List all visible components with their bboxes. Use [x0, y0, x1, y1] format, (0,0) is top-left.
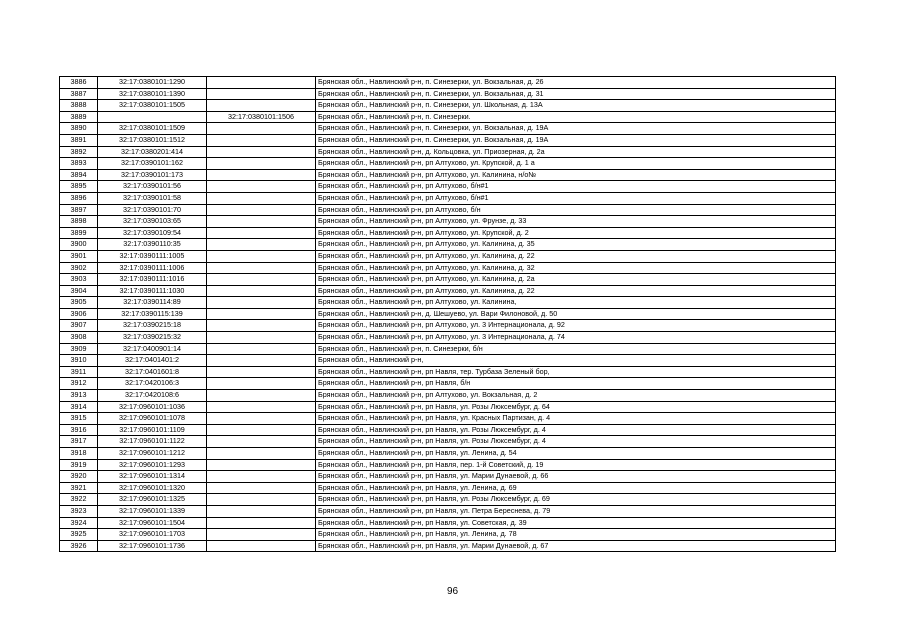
table-row: [60, 158, 836, 170]
linked-cadastral-number-cell: [207, 366, 316, 378]
row-number-cell: 3898: [60, 216, 98, 228]
cadastral-number-cell: 32:17:0400901:14: [98, 343, 207, 355]
linked-cadastral-number-cell: [207, 482, 316, 494]
address-cell: Брянская обл., Навлинский р-н, д. Шешуево, ул. Вари Филоновой, д. 50: [316, 308, 836, 320]
linked-cadastral-number-cell: [207, 540, 316, 552]
table-row: [60, 123, 836, 135]
address-cell: Брянская обл., Навлинский р-н, рп Навля, ул. Советская, д. 39: [316, 517, 836, 529]
row-number-cell: 3917: [60, 436, 98, 448]
cadastral-number-cell: 32:17:0960101:1504: [98, 517, 207, 529]
cadastral-number-cell: 32:17:0390111:1006: [98, 262, 207, 274]
linked-cadastral-number-cell: [207, 517, 316, 529]
linked-cadastral-number-cell: [207, 378, 316, 390]
table-row: [60, 77, 836, 89]
cadastral-number-cell: 32:17:0420106:3: [98, 378, 207, 390]
table-row: [60, 517, 836, 529]
table-row: [60, 448, 836, 460]
table-row: [60, 378, 836, 390]
address-cell: Брянская обл., Навлинский р-н, п. Синезерки, ул. Школьная, д. 13А: [316, 100, 836, 112]
row-number-cell: 3921: [60, 482, 98, 494]
address-cell: Брянская обл., Навлинский р-н, рп Навля, ул. Ленина, д. 78: [316, 529, 836, 541]
linked-cadastral-number-cell: [207, 343, 316, 355]
table-row: [60, 285, 836, 297]
table-row: [60, 227, 836, 239]
table-row: [60, 100, 836, 112]
row-number-cell: 3919: [60, 459, 98, 471]
linked-cadastral-number-cell: [207, 436, 316, 448]
address-cell: Брянская обл., Навлинский р-н, рп Алтухово, ул. 3 Интернационала, д. 92: [316, 320, 836, 332]
row-number-cell: 3915: [60, 413, 98, 425]
table-row: [60, 459, 836, 471]
cadastral-number-cell: 32:17:0960101:1320: [98, 482, 207, 494]
linked-cadastral-number-cell: [207, 123, 316, 135]
table-row: [60, 529, 836, 541]
linked-cadastral-number-cell: [207, 320, 316, 332]
row-number-cell: 3892: [60, 146, 98, 158]
table-row: [60, 88, 836, 100]
address-cell: Брянская обл., Навлинский р-н, п. Синезерки.: [316, 111, 836, 123]
cadastral-number-cell: 32:17:0960101:1339: [98, 505, 207, 517]
row-number-cell: 3913: [60, 390, 98, 402]
row-number-cell: 3914: [60, 401, 98, 413]
cadastral-number-cell: 32:17:0960101:1036: [98, 401, 207, 413]
table-row: [60, 308, 836, 320]
cadastral-number-cell: 32:17:0380101:1512: [98, 134, 207, 146]
address-cell: Брянская обл., Навлинский р-н, д. Кольцовка, ул. Приозерная, д. 2а: [316, 146, 836, 158]
table-row: [60, 111, 836, 123]
cadastral-number-cell: 32:17:0960101:1212: [98, 448, 207, 460]
row-number-cell: 3926: [60, 540, 98, 552]
linked-cadastral-number-cell: [207, 355, 316, 367]
cadastral-number-cell: 32:17:0390101:58: [98, 192, 207, 204]
table-row: [60, 413, 836, 425]
table-row: [60, 436, 836, 448]
cadastral-number-cell: 32:17:0390109:54: [98, 227, 207, 239]
row-number-cell: 3911: [60, 366, 98, 378]
registry-table: [59, 76, 836, 552]
address-cell: Брянская обл., Навлинский р-н, рп Алтухово, ул. Крупской, д. 1 а: [316, 158, 836, 170]
table-row: [60, 239, 836, 251]
row-number-cell: 3899: [60, 227, 98, 239]
linked-cadastral-number-cell: [207, 169, 316, 181]
cadastral-number-cell: 32:17:0401601:8: [98, 366, 207, 378]
address-cell: Брянская обл., Навлинский р-н, рп Навля, ул. Розы Люксембург, д. 4: [316, 436, 836, 448]
linked-cadastral-number-cell: [207, 413, 316, 425]
linked-cadastral-number-cell: [207, 332, 316, 344]
cadastral-number-cell: 32:17:0401401:2: [98, 355, 207, 367]
table-row: [60, 297, 836, 309]
row-number-cell: 3923: [60, 505, 98, 517]
row-number-cell: 3888: [60, 100, 98, 112]
address-cell: Брянская обл., Навлинский р-н, рп Алтухово, ул. Крупской, д. 2: [316, 227, 836, 239]
address-cell: Брянская обл., Навлинский р-н, рп Алтухово, б/н#1: [316, 181, 836, 193]
linked-cadastral-number-cell: [207, 181, 316, 193]
address-cell: Брянская обл., Навлинский р-н, рп Навля, ул. Ленина, д. 54: [316, 448, 836, 460]
cadastral-number-cell: 32:17:0960101:1122: [98, 436, 207, 448]
linked-cadastral-number-cell: [207, 250, 316, 262]
address-cell: Брянская обл., Навлинский р-н, рп Алтухово, ул. Вокзальная, д. 2: [316, 390, 836, 402]
registry-table-body: [60, 77, 836, 552]
row-number-cell: 3906: [60, 308, 98, 320]
address-cell: Брянская обл., Навлинский р-н, рп Алтухово, ул. Калинина, д. 22: [316, 250, 836, 262]
address-cell: Брянская обл., Навлинский р-н, рп Навля, ул. Петра Береснева, д. 79: [316, 505, 836, 517]
address-cell: Брянская обл., Навлинский р-н, рп Навля, ул. Розы Люксембург, д. 64: [316, 401, 836, 413]
cadastral-number-cell: 32:17:0380101:1290: [98, 77, 207, 89]
address-cell: Брянская обл., Навлинский р-н, рп Навля, ул. Марии Дунаевой, д. 67: [316, 540, 836, 552]
row-number-cell: 3893: [60, 158, 98, 170]
row-number-cell: 3890: [60, 123, 98, 135]
table-row: [60, 262, 836, 274]
address-cell: Брянская обл., Навлинский р-н, рп Навля, ул. Ленина, д. 69: [316, 482, 836, 494]
address-cell: Брянская обл., Навлинский р-н, рп Навля, б/н: [316, 378, 836, 390]
table-row: [60, 471, 836, 483]
address-cell: Брянская обл., Навлинский р-н, рп Алтухово, ул. Калинина,: [316, 297, 836, 309]
address-cell: Брянская обл., Навлинский р-н, рп Алтухово, ул. Калинина, д. 22: [316, 285, 836, 297]
table-row: [60, 192, 836, 204]
linked-cadastral-number-cell: [207, 158, 316, 170]
row-number-cell: 3918: [60, 448, 98, 460]
cadastral-number-cell: 32:17:0960101:1109: [98, 424, 207, 436]
linked-cadastral-number-cell: [207, 192, 316, 204]
cadastral-number-cell: 32:17:0390110:35: [98, 239, 207, 251]
row-number-cell: 3889: [60, 111, 98, 123]
linked-cadastral-number-cell: [207, 401, 316, 413]
linked-cadastral-number-cell: [207, 262, 316, 274]
row-number-cell: 3916: [60, 424, 98, 436]
cadastral-number-cell: 32:17:0390101:173: [98, 169, 207, 181]
row-number-cell: 3909: [60, 343, 98, 355]
address-cell: Брянская обл., Навлинский р-н, п. Синезерки, б/н: [316, 343, 836, 355]
row-number-cell: 3904: [60, 285, 98, 297]
table-row: [60, 355, 836, 367]
row-number-cell: 3910: [60, 355, 98, 367]
linked-cadastral-number-cell: [207, 100, 316, 112]
cadastral-number-cell: 32:17:0390115:139: [98, 308, 207, 320]
address-cell: Брянская обл., Навлинский р-н, п. Синезерки, ул. Вокзальная, д. 31: [316, 88, 836, 100]
address-cell: Брянская обл., Навлинский р-н, рп Алтухово, б/н: [316, 204, 836, 216]
cadastral-number-cell: 32:17:0960101:1736: [98, 540, 207, 552]
linked-cadastral-number-cell: [207, 390, 316, 402]
linked-cadastral-number-cell: [207, 308, 316, 320]
linked-cadastral-number-cell: [207, 239, 316, 251]
cadastral-number-cell: 32:17:0380101:1390: [98, 88, 207, 100]
linked-cadastral-number-cell: [207, 494, 316, 506]
linked-cadastral-number-cell: [207, 529, 316, 541]
row-number-cell: 3905: [60, 297, 98, 309]
address-cell: Брянская обл., Навлинский р-н, рп Алтухово, б/н#1: [316, 192, 836, 204]
cadastral-number-cell: 32:17:0390103:65: [98, 216, 207, 228]
table-row: [60, 134, 836, 146]
table-row: [60, 366, 836, 378]
cadastral-number-cell: 32:17:0390114:89: [98, 297, 207, 309]
row-number-cell: 3924: [60, 517, 98, 529]
table-row: [60, 390, 836, 402]
row-number-cell: 3897: [60, 204, 98, 216]
table-row: [60, 181, 836, 193]
address-cell: Брянская обл., Навлинский р-н,: [316, 355, 836, 367]
table-row: [60, 505, 836, 517]
cadastral-number-cell: 32:17:0380201:414: [98, 146, 207, 158]
row-number-cell: 3912: [60, 378, 98, 390]
linked-cadastral-number-cell: [207, 88, 316, 100]
row-number-cell: 3902: [60, 262, 98, 274]
row-number-cell: 3891: [60, 134, 98, 146]
cadastral-number-cell: 32:17:0420108:6: [98, 390, 207, 402]
row-number-cell: 3900: [60, 239, 98, 251]
table-row: [60, 482, 836, 494]
address-cell: Брянская обл., Навлинский р-н, рп Алтухово, ул. Калинина, д. 2а: [316, 274, 836, 286]
table-row: [60, 216, 836, 228]
row-number-cell: 3922: [60, 494, 98, 506]
address-cell: Брянская обл., Навлинский р-н, рп Алтухово, ул. Калинина, д. 35: [316, 239, 836, 251]
linked-cadastral-number-cell: [207, 146, 316, 158]
row-number-cell: 3894: [60, 169, 98, 181]
table-row: [60, 250, 836, 262]
address-cell: Брянская обл., Навлинский р-н, рп Навля, ул. Марии Дунаевой, д. 66: [316, 471, 836, 483]
address-cell: Брянская обл., Навлинский р-н, рп Навля, пер. 1-й Советский, д. 19: [316, 459, 836, 471]
cadastral-number-cell: 32:17:0960101:1078: [98, 413, 207, 425]
linked-cadastral-number-cell: [207, 448, 316, 460]
table-row: [60, 169, 836, 181]
row-number-cell: 3895: [60, 181, 98, 193]
row-number-cell: 3925: [60, 529, 98, 541]
linked-cadastral-number-cell: [207, 424, 316, 436]
table-row: [60, 494, 836, 506]
address-cell: Брянская обл., Навлинский р-н, рп Алтухово, ул. 3 Интернационала, д. 74: [316, 332, 836, 344]
cadastral-number-cell: [98, 111, 207, 123]
linked-cadastral-number-cell: [207, 274, 316, 286]
cadastral-number-cell: 32:17:0390215:32: [98, 332, 207, 344]
row-number-cell: 3908: [60, 332, 98, 344]
linked-cadastral-number-cell: [207, 505, 316, 517]
address-cell: Брянская обл., Навлинский р-н, рп Алтухово, ул. Фрунзе, д. 33: [316, 216, 836, 228]
linked-cadastral-number-cell: 32:17:0380101:1506: [207, 111, 316, 123]
table-row: [60, 146, 836, 158]
page-number: 96: [446, 586, 459, 597]
cadastral-number-cell: 32:17:0390111:1005: [98, 250, 207, 262]
row-number-cell: 3896: [60, 192, 98, 204]
cadastral-number-cell: 32:17:0390111:1016: [98, 274, 207, 286]
linked-cadastral-number-cell: [207, 297, 316, 309]
cadastral-number-cell: 32:17:0380101:1505: [98, 100, 207, 112]
table-row: [60, 332, 836, 344]
address-cell: Брянская обл., Навлинский р-н, п. Синезерки, ул. Вокзальная, д. 19А: [316, 134, 836, 146]
table-row: [60, 343, 836, 355]
address-cell: Брянская обл., Навлинский р-н, рп Алтухово, ул. Калинина, н/о№: [316, 169, 836, 181]
linked-cadastral-number-cell: [207, 134, 316, 146]
cadastral-number-cell: 32:17:0380101:1509: [98, 123, 207, 135]
cadastral-number-cell: 32:17:0390101:162: [98, 158, 207, 170]
cadastral-number-cell: 32:17:0390215:18: [98, 320, 207, 332]
address-cell: Брянская обл., Навлинский р-н, рп Алтухово, ул. Калинина, д. 32: [316, 262, 836, 274]
row-number-cell: 3901: [60, 250, 98, 262]
cadastral-number-cell: 32:17:0390111:1030: [98, 285, 207, 297]
table-row: [60, 320, 836, 332]
linked-cadastral-number-cell: [207, 459, 316, 471]
cadastral-number-cell: 32:17:0960101:1325: [98, 494, 207, 506]
row-number-cell: 3887: [60, 88, 98, 100]
linked-cadastral-number-cell: [207, 204, 316, 216]
row-number-cell: 3886: [60, 77, 98, 89]
address-cell: Брянская обл., Навлинский р-н, рп Навля, тер. Турбаза Зеленый бор,: [316, 366, 836, 378]
row-number-cell: 3907: [60, 320, 98, 332]
table-row: [60, 540, 836, 552]
address-cell: Брянская обл., Навлинский р-н, рп Навля, ул. Красных Партизан, д. 4: [316, 413, 836, 425]
linked-cadastral-number-cell: [207, 216, 316, 228]
address-cell: Брянская обл., Навлинский р-н, п. Синезерки, ул. Вокзальная, д. 19А: [316, 123, 836, 135]
row-number-cell: 3920: [60, 471, 98, 483]
table-row: [60, 401, 836, 413]
address-cell: Брянская обл., Навлинский р-н, рп Навля, ул. Розы Люксембург, д. 4: [316, 424, 836, 436]
linked-cadastral-number-cell: [207, 471, 316, 483]
cadastral-number-cell: 32:17:0390101:70: [98, 204, 207, 216]
linked-cadastral-number-cell: [207, 77, 316, 89]
linked-cadastral-number-cell: [207, 285, 316, 297]
table-row: [60, 424, 836, 436]
address-cell: Брянская обл., Навлинский р-н, п. Синезерки, ул. Вокзальная, д. 26: [316, 77, 836, 89]
address-cell: Брянская обл., Навлинский р-н, рп Навля, ул. Розы Люксембург, д. 69: [316, 494, 836, 506]
table-row: [60, 204, 836, 216]
row-number-cell: 3903: [60, 274, 98, 286]
cadastral-number-cell: 32:17:0960101:1314: [98, 471, 207, 483]
cadastral-number-cell: 32:17:0960101:1703: [98, 529, 207, 541]
linked-cadastral-number-cell: [207, 227, 316, 239]
cadastral-number-cell: 32:17:0390101:56: [98, 181, 207, 193]
cadastral-number-cell: 32:17:0960101:1293: [98, 459, 207, 471]
table-row: [60, 274, 836, 286]
